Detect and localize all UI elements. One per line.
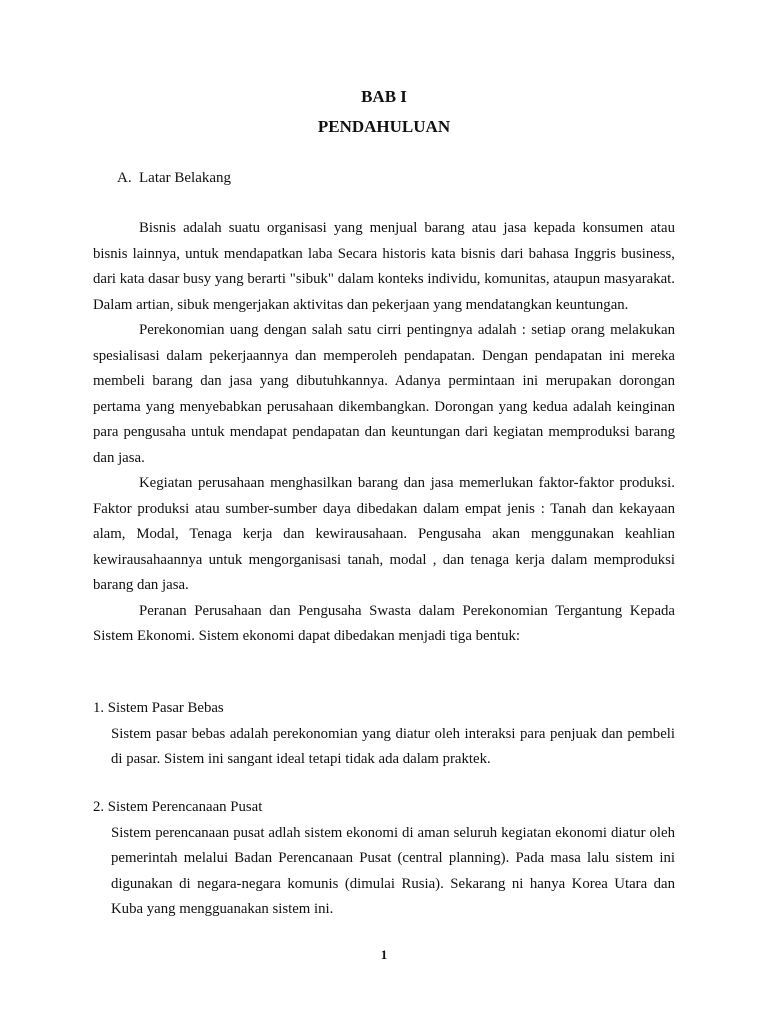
section-title: Latar Belakang — [139, 170, 232, 186]
body-text — [93, 216, 675, 650]
chapter-title: PENDAHULUAN — [317, 117, 451, 136]
list-item-text: Sistem pasar bebas adalah perekonomian yang diatur oleh interaksi para penjuak dan pembeli di pasar. Sistem ini sangant ideal tetapi tidak ada dalam praktek. — [111, 725, 675, 767]
page-number: 1 — [380, 947, 388, 962]
list-item — [93, 696, 675, 773]
section-heading — [117, 170, 231, 187]
list-item-title: 1. Sistem Pasar Bebas — [93, 700, 224, 716]
paragraph: Perekonomian uang dengan salah satu cirri pentingnya adalah : setiap orang melakukan spesialisasi dalam pekerjaannya dan memperoleh pendapatan. Dengan pendapatan ini mereka membeli barang dan jasa yang dibutuhkannya. Adanya permintaan ini merupakan dorongan pertama yang menyebabkan perusahaan dikembangkan. Dorongan yang kedua adalah keinginan para pengusaha untuk mendapat pendapatan dan keuntungan dari kegiatan memproduksi barang dan jasa. — [93, 322, 675, 466]
paragraph: Bisnis adalah suatu organisasi yang menjual barang atau jasa kepada konsumen atau bisnis lainnya, untuk mendapatkan laba Secara historis kata bisnis dari bahasa Inggris business, dari kata dasar busy yang berarti "sibuk" dalam konteks individu, komunitas, ataupun masyarakat. Dalam artian, sibuk mengerjakan aktivitas dan pekerjaan yang mendatangkan keuntungan. — [93, 220, 675, 313]
paragraph: Peranan Perusahaan dan Pengusaha Swasta dalam Perekonomian Tergantung Kepada Sistem Ekonomi. Sistem ekonomi dapat dibedakan menjadi tiga bentuk: — [93, 602, 675, 644]
list-item — [93, 795, 675, 923]
chapter-heading: BAB I — [361, 87, 407, 106]
section-marker: A. — [117, 170, 132, 186]
paragraph: Kegiatan perusahaan menghasilkan barang dan jasa memerlukan faktor-faktor produksi. Faktor produksi atau sumber-sumber daya dibedakan dalam empat jenis : Tanah dan kekayaan alam, Modal, Tenaga kerja dan kewirausahaan. Pengusaha akan menggunakan keahlian kewirausahaannya untuk mengorganisasi tanah, modal , dan tenaga kerja dalam memproduksi barang dan jasa. — [93, 475, 675, 593]
list-item-title: 2. Sistem Perencanaan Pusat — [93, 799, 263, 815]
list-item-text: Sistem perencanaan pusat adlah sistem ekonomi di aman seluruh kegiatan ekonomi diatur oleh pemerintah melalui Badan Perencanaan Pusat (central planning). Pada masa lalu sistem ini digunakan di negara-negara komunis (dimulai Rusia). Sekarang ni hanya Korea Utara dan Kuba yang mengguanakan sistem ini. — [111, 824, 675, 917]
